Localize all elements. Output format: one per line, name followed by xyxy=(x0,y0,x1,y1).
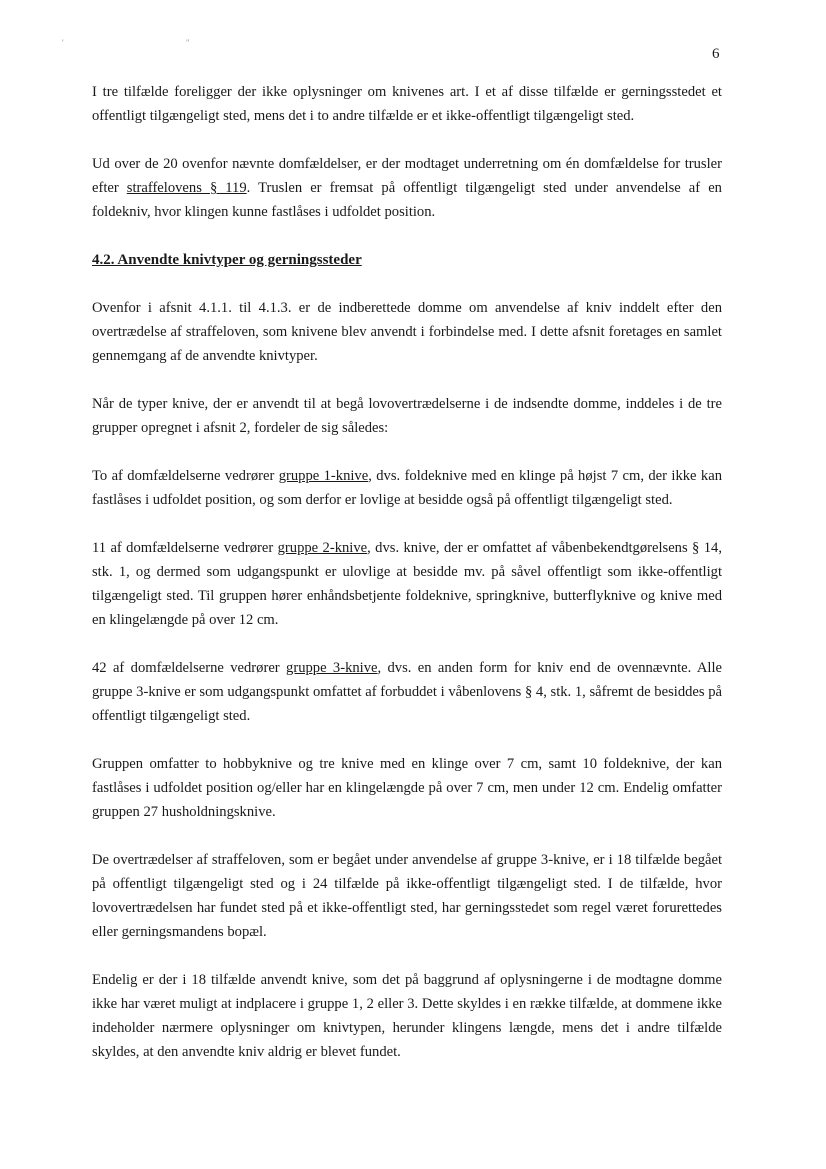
paragraph-2-text-before: Ud over de 20 ovenfor nævnte domfældelser, er der modtaget underretning om én domfældelse for trusler efter xyxy=(92,156,722,196)
section-heading-4-2: 4.2. Anvendte knivtyper og gerningssteder xyxy=(92,252,362,268)
scan-artifact-marks: ' " xyxy=(62,38,250,48)
paragraph-5-text-after: , dvs. foldeknive med en klinge på højst 7 cm, der ikke kan fastlåses i udfoldet position, og som derfor er lovlige at besidde også på offentligt tilgængeligt sted. xyxy=(92,468,722,508)
paragraph-7-text-before: 42 af domfældelserne vedrører xyxy=(92,660,287,676)
paragraph-9: De overtrædelser af straffeloven, som er begået under anvendelse af gruppe 3-knive, er i 18 tilfælde begået på offentligt tilgængeligt sted og i 24 tilfælde på ikke-offentligt tilgængeligt sted. I de tilfælde, hvor lovovertrædelsen har fundet sted på et ikke-offentligt sted, har gerningsstedet som regel været forurettedes eller gerningsmandens bopæl. xyxy=(92,852,722,940)
paragraph-1: I tre tilfælde foreligger der ikke oplysninger om knivenes art. I et af disse tilfælde er gerningsstedet et offentligt tilgængeligt sted, mens det i to andre tilfælde er et ikke-offentligt tilgængeligt sted. xyxy=(92,84,722,124)
paragraph-8: Gruppen omfatter to hobbyknive og tre knive med en klinge over 7 cm, samt 10 foldeknive, der kan fastlåses i udfoldet position og/eller har en klingelængde på over 7 cm, men under 12 cm. Endelig omfatter gruppen 27 husholdningsknive. xyxy=(92,756,722,820)
gruppe-1-knive-link[interactable]: gruppe 1-knive xyxy=(278,468,369,484)
paragraph-5 xyxy=(92,464,722,512)
paragraph-6-text-after: , dvs. knive, der er omfattet af våbenbekendtgørelsens § 14, stk. 1, og dermed som udgangspunkt er ulovlige at besidde mv. på såvel offentligt som ikke-offentligt tilgængeligt sted. Til gruppen hører enhåndsbetjente foldeknive, springknive, butterflyknive og knive med en klingelængde på over 12 cm. xyxy=(92,540,722,628)
straffelovens-119-link[interactable]: straffelovens § 119 xyxy=(126,180,247,196)
paragraph-6 xyxy=(92,536,722,632)
paragraph-10: Endelig er der i 18 tilfælde anvendt knive, som det på baggrund af oplysningerne i de modtagne domme ikke har været muligt at indplacere i gruppe 1, 2 eller 3. Dette skyldes i en række tilfælde, at dommene ikke indeholder nærmere oplysninger om knivtypen, herunder klingens længde, mens det i andre tilfælde skyldes, at den anvendte kniv aldrig er blevet fundet. xyxy=(92,972,722,1060)
paragraph-2 xyxy=(92,152,722,224)
page-number: 6 xyxy=(712,46,720,62)
paragraph-5-text-before: To af domfældelserne vedrører xyxy=(92,468,279,484)
paragraph-6-text-before: 11 af domfældelserne vedrører xyxy=(92,540,278,556)
paragraph-3: Ovenfor i afsnit 4.1.1. til 4.1.3. er de indberettede domme om anvendelse af kniv inddelt efter den overtrædelse af straffeloven, som knivene blev anvendt i forbindelse med. I dette afsnit foretages en samlet gennemgang af de anvendte knivtyper. xyxy=(92,300,722,364)
document-body xyxy=(92,80,722,1088)
paragraph-7 xyxy=(92,656,722,728)
paragraph-4: Når de typer knive, der er anvendt til at begå lovovertrædelserne i de indsendte domme, inddeles i de tre grupper opregnet i afsnit 2, fordeler de sig således: xyxy=(92,396,722,436)
paragraph-7-text-after: , dvs. en anden form for kniv end de ovennævnte. Alle gruppe 3-knive er som udgangspunkt omfattet af forbuddet i våbenlovens § 4, stk. 1, såfremt de besiddes på offentligt tilgængeligt sted. xyxy=(92,660,722,724)
paragraph-2-text-after: . Truslen er fremsat på offentligt tilgængeligt sted under anvendelse af en foldekniv, hvor klingen kunne fastlåses i udfoldet position. xyxy=(92,180,722,220)
gruppe-3-knive-link[interactable]: gruppe 3-knive xyxy=(286,660,378,676)
gruppe-2-knive-link[interactable]: gruppe 2-knive xyxy=(277,540,368,556)
